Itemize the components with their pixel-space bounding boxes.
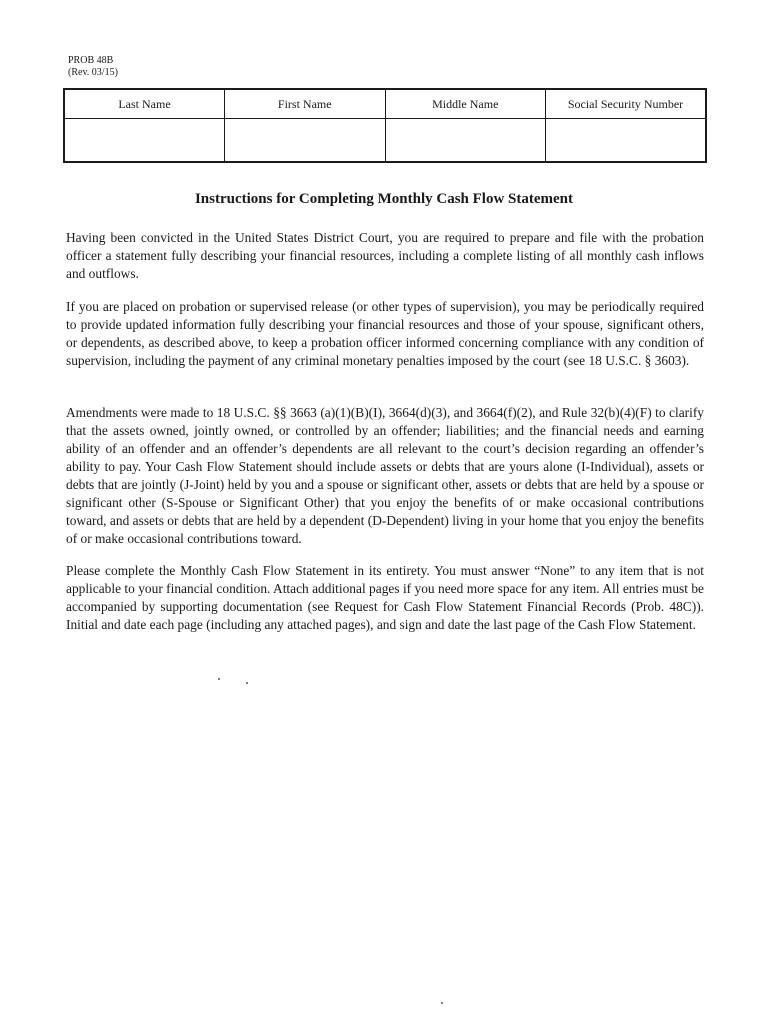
- header-first-name: First Name: [225, 89, 386, 119]
- scan-speck: [441, 1002, 443, 1004]
- table-header-row: [64, 89, 706, 119]
- scan-speck: [246, 682, 248, 684]
- document-title: Instructions for Completing Monthly Cash Flow Statement: [194, 191, 574, 207]
- paragraph-amendments: Amendments were made to 18 U.S.C. §§ 3663 (a)(1)(B)(I), 3664(d)(3), and 3664(f)(2), and Rule 32(b)(4)(F) to clarify that the assets owned, jointly owned, or controlled by an offender; liabilities; and the financial needs and earning ability of an offender and an offender’s dependents are all relevant to the court’s decision regarding an offender’s ability to pay. Your Cash Flow Statement should include assets or debts that are yours alone (I-Individual), assets or debts that are jointly (J-Joint) held by you and a spouse or significant other, assets or debts that are held by a spouse or significant other (S-Spouse or Significant Other) that you enjoy the benefits of or make occasional contributions toward, and assets or debts that are held by a dependent (D-Dependent) living in your home that you enjoy the benefits of or make occasional contributions toward.: [66, 405, 704, 546]
- paragraph-supervision: If you are placed on probation or supervised release (or other types of supervision), you may be periodically required to provide updated information fully describing your financial resources and those of your spouse, significant others, or dependents, as described above, to keep a probation officer informed concerning compliance with any condition of supervision, including the payment of any criminal monetary penalties imposed by the court (see 18 U.S.C. § 3603).: [66, 299, 704, 368]
- scan-speck: [218, 678, 220, 680]
- table-entry-row: [64, 119, 706, 163]
- form-revision: (Rev. 03/15): [68, 67, 118, 78]
- name-ssn-table: [63, 88, 707, 163]
- paragraph-completion: Please complete the Monthly Cash Flow Statement in its entirety. You must answer “None” to any item that is not applicable to your financial condition. Attach additional pages if you need more space for any item. All entries must be accompanied by supporting documentation (see Request for Cash Flow Statement Financial Records (Prob. 48C)). Initial and date each page (including any attached pages), and sign and date the last page of the Cash Flow Statement.: [66, 563, 704, 632]
- middle-name-field[interactable]: [385, 119, 546, 163]
- header-ssn: Social Security Number: [546, 89, 707, 119]
- first-name-field[interactable]: [225, 119, 386, 163]
- header-last-name: Last Name: [64, 89, 225, 119]
- paragraph-conviction: Having been convicted in the United States District Court, you are required to prepare and file with the probation officer a statement fully describing your financial resources, including a complete listing of all monthly cash inflows and outflows.: [66, 230, 704, 281]
- form-code: PROB 48B: [68, 55, 114, 66]
- last-name-field[interactable]: [64, 119, 225, 163]
- header-middle-name: Middle Name: [385, 89, 546, 119]
- ssn-field[interactable]: [546, 119, 707, 163]
- form-identifier: [68, 55, 118, 79]
